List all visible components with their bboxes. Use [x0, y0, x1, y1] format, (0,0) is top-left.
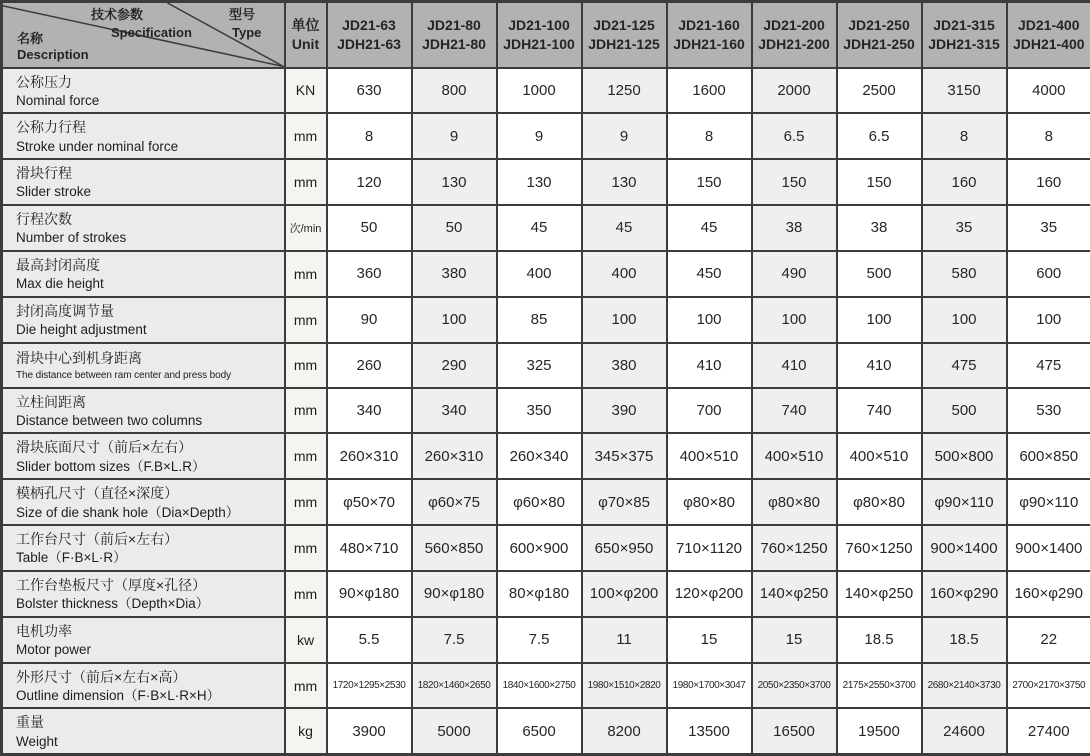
row-label: [2, 663, 285, 709]
value-cell: 3900: [327, 708, 412, 754]
row-label-en: Max die height: [16, 275, 280, 293]
row-label: [2, 159, 285, 205]
value-cell: 2700×2170×3750: [1007, 663, 1090, 709]
value-cell: 400×510: [837, 433, 922, 479]
description-label-zh: 名称: [17, 32, 43, 45]
value-cell: 100: [837, 297, 922, 343]
value-cell: 8: [667, 113, 752, 159]
value-cell: 1600: [667, 68, 752, 114]
value-cell: 410: [837, 343, 922, 388]
value-cell: φ70×85: [582, 479, 667, 525]
value-cell: 7.5: [412, 617, 497, 663]
value-cell: 500×800: [922, 433, 1007, 479]
value-cell: 80×φ180: [497, 571, 582, 617]
value-cell: 9: [497, 113, 582, 159]
model-name-jd: JD21-250: [838, 16, 921, 35]
table-row: [2, 388, 1090, 434]
row-label-zh: 重量: [16, 712, 280, 732]
model-name-jdh: JDH21-100: [498, 35, 581, 54]
unit-cell: mm: [285, 113, 327, 159]
value-cell: 400: [582, 251, 667, 297]
value-cell: 150: [752, 159, 837, 205]
row-label-zh: 模柄孔尺寸（直径×深度）: [16, 483, 280, 503]
value-cell: 340: [327, 388, 412, 434]
value-cell: 2680×2140×3730: [922, 663, 1007, 709]
model-header-cell: [837, 2, 922, 68]
value-cell: 760×1250: [837, 525, 922, 571]
value-cell: 90×φ180: [412, 571, 497, 617]
value-cell: 260×340: [497, 433, 582, 479]
value-cell: 400×510: [752, 433, 837, 479]
value-cell: 4000: [1007, 68, 1090, 114]
row-label-en: Slider bottom sizes（F.B×L.R）: [16, 458, 280, 476]
value-cell: 6.5: [752, 113, 837, 159]
model-name-jdh: JDH21-160: [668, 35, 751, 54]
value-cell: 85: [497, 297, 582, 343]
unit-cell: 次/min: [285, 205, 327, 251]
table-row: [2, 205, 1090, 251]
model-name-jdh: JDH21-250: [838, 35, 921, 54]
value-cell: 400×510: [667, 433, 752, 479]
row-label-en: Size of die shank hole（Dia×Depth）: [16, 504, 280, 522]
value-cell: 8: [922, 113, 1007, 159]
value-cell: 8: [1007, 113, 1090, 159]
value-cell: 1980×1700×3047: [667, 663, 752, 709]
value-cell: 100: [582, 297, 667, 343]
value-cell: 100: [752, 297, 837, 343]
model-name-jd: JD21-160: [668, 16, 751, 35]
value-cell: 260×310: [327, 433, 412, 479]
value-cell: 13500: [667, 708, 752, 754]
value-cell: 150: [667, 159, 752, 205]
value-cell: φ90×110: [1007, 479, 1090, 525]
row-label-en: Number of strokes: [16, 229, 280, 247]
value-cell: 5000: [412, 708, 497, 754]
value-cell: 700: [667, 388, 752, 434]
value-cell: 650×950: [582, 525, 667, 571]
value-cell: 740: [837, 388, 922, 434]
model-header-cell: [497, 2, 582, 68]
row-label-en: Die height adjustment: [16, 321, 280, 339]
value-cell: 100: [667, 297, 752, 343]
value-cell: 3150: [922, 68, 1007, 114]
unit-cell: mm: [285, 343, 327, 388]
table-row: [2, 525, 1090, 571]
unit-cell: mm: [285, 525, 327, 571]
value-cell: 100×φ200: [582, 571, 667, 617]
value-cell: φ80×80: [667, 479, 752, 525]
value-cell: 475: [922, 343, 1007, 388]
row-label: [2, 525, 285, 571]
table-row: [2, 68, 1090, 114]
model-header-cell: [667, 2, 752, 68]
value-cell: 18.5: [922, 617, 1007, 663]
row-label: [2, 617, 285, 663]
value-cell: 120: [327, 159, 412, 205]
value-cell: 18.5: [837, 617, 922, 663]
value-cell: 9: [582, 113, 667, 159]
value-cell: 500: [922, 388, 1007, 434]
table-row: [2, 617, 1090, 663]
row-label-en: Table（F·B×L·R）: [16, 549, 280, 567]
row-label: [2, 343, 285, 388]
value-cell: 380: [412, 251, 497, 297]
value-cell: 800: [412, 68, 497, 114]
value-cell: 160×φ290: [1007, 571, 1090, 617]
model-name-jd: JD21-63: [328, 16, 411, 35]
table-row: [2, 433, 1090, 479]
value-cell: 140×φ250: [837, 571, 922, 617]
row-label: [2, 113, 285, 159]
table-row: [2, 663, 1090, 709]
row-label: [2, 205, 285, 251]
row-label-zh: 滑块行程: [16, 163, 280, 183]
model-header-cell: [327, 2, 412, 68]
value-cell: 130: [497, 159, 582, 205]
row-label-en: Nominal force: [16, 92, 280, 110]
value-cell: 360: [327, 251, 412, 297]
unit-header-cell: [285, 2, 327, 68]
value-cell: 390: [582, 388, 667, 434]
value-cell: 24600: [922, 708, 1007, 754]
value-cell: 35: [1007, 205, 1090, 251]
value-cell: 900×1400: [922, 525, 1007, 571]
value-cell: 38: [752, 205, 837, 251]
value-cell: 150: [837, 159, 922, 205]
value-cell: 480×710: [327, 525, 412, 571]
row-label-en: Motor power: [16, 641, 280, 659]
value-cell: 100: [412, 297, 497, 343]
table-row: [2, 571, 1090, 617]
row-label-zh: 封闭高度调节量: [16, 301, 280, 321]
value-cell: 7.5: [497, 617, 582, 663]
table-row: [2, 251, 1090, 297]
value-cell: 1820×1460×2650: [412, 663, 497, 709]
row-label-en: Slider stroke: [16, 183, 280, 201]
row-label: [2, 297, 285, 343]
type-label-en: Type: [232, 26, 261, 39]
value-cell: 260×310: [412, 433, 497, 479]
model-name-jd: JD21-80: [413, 16, 496, 35]
value-cell: 530: [1007, 388, 1090, 434]
row-label-zh: 立柱间距离: [16, 392, 280, 412]
value-cell: 38: [837, 205, 922, 251]
value-cell: 500: [837, 251, 922, 297]
unit-cell: mm: [285, 571, 327, 617]
value-cell: 325: [497, 343, 582, 388]
value-cell: 1840×1600×2750: [497, 663, 582, 709]
value-cell: φ50×70: [327, 479, 412, 525]
value-cell: 6500: [497, 708, 582, 754]
row-label-zh: 公称力行程: [16, 117, 280, 137]
value-cell: 2500: [837, 68, 922, 114]
value-cell: 710×1120: [667, 525, 752, 571]
value-cell: 140×φ250: [752, 571, 837, 617]
value-cell: 5.5: [327, 617, 412, 663]
value-cell: 9: [412, 113, 497, 159]
value-cell: 410: [752, 343, 837, 388]
unit-cell: KN: [285, 68, 327, 114]
row-label-zh: 工作台垫板尺寸（厚度×孔径）: [16, 575, 280, 595]
model-name-jdh: JDH21-315: [923, 35, 1006, 54]
value-cell: 22: [1007, 617, 1090, 663]
value-cell: 760×1250: [752, 525, 837, 571]
value-cell: 2175×2550×3700: [837, 663, 922, 709]
value-cell: 100: [1007, 297, 1090, 343]
value-cell: 350: [497, 388, 582, 434]
value-cell: 45: [667, 205, 752, 251]
value-cell: 900×1400: [1007, 525, 1090, 571]
model-name-jd: JD21-100: [498, 16, 581, 35]
table-row: [2, 479, 1090, 525]
unit-cell: mm: [285, 663, 327, 709]
row-label-zh: 最高封闭高度: [16, 255, 280, 275]
value-cell: φ60×75: [412, 479, 497, 525]
value-cell: φ60×80: [497, 479, 582, 525]
corner-header-cell: [2, 2, 285, 68]
value-cell: 160: [922, 159, 1007, 205]
value-cell: 380: [582, 343, 667, 388]
value-cell: 600×850: [1007, 433, 1090, 479]
table-row: [2, 113, 1090, 159]
value-cell: 600×900: [497, 525, 582, 571]
value-cell: φ80×80: [837, 479, 922, 525]
value-cell: 450: [667, 251, 752, 297]
model-header-cell: [412, 2, 497, 68]
value-cell: 2000: [752, 68, 837, 114]
value-cell: 1720×1295×2530: [327, 663, 412, 709]
unit-cell: kg: [285, 708, 327, 754]
value-cell: 580: [922, 251, 1007, 297]
row-label: [2, 68, 285, 114]
unit-cell: mm: [285, 159, 327, 205]
value-cell: 345×375: [582, 433, 667, 479]
value-cell: 45: [582, 205, 667, 251]
value-cell: 27400: [1007, 708, 1090, 754]
value-cell: 160×φ290: [922, 571, 1007, 617]
row-label-en: Bolster thickness（Depth×Dia）: [16, 595, 280, 613]
value-cell: 630: [327, 68, 412, 114]
value-cell: 410: [667, 343, 752, 388]
table-row: [2, 297, 1090, 343]
value-cell: 50: [327, 205, 412, 251]
model-name-jd: JD21-125: [583, 16, 666, 35]
unit-cell: mm: [285, 388, 327, 434]
model-name-jd: JD21-400: [1008, 16, 1090, 35]
model-header-cell: [752, 2, 837, 68]
type-label-zh: 型号: [229, 8, 255, 21]
spec-label-zh: 技术参数: [91, 8, 143, 21]
row-label: [2, 708, 285, 754]
value-cell: 560×850: [412, 525, 497, 571]
value-cell: 11: [582, 617, 667, 663]
value-cell: φ80×80: [752, 479, 837, 525]
value-cell: 90: [327, 297, 412, 343]
value-cell: φ90×110: [922, 479, 1007, 525]
value-cell: 15: [667, 617, 752, 663]
unit-cell: mm: [285, 297, 327, 343]
value-cell: 100: [922, 297, 1007, 343]
model-header-cell: [582, 2, 667, 68]
row-label: [2, 388, 285, 434]
spec-label-en: Specification: [111, 26, 192, 39]
value-cell: 1250: [582, 68, 667, 114]
row-label: [2, 433, 285, 479]
row-label-en: Distance between two columns: [16, 412, 280, 430]
row-label-zh: 工作台尺寸（前后×左右）: [16, 529, 280, 549]
model-name-jdh: JDH21-400: [1008, 35, 1090, 54]
unit-cell: mm: [285, 251, 327, 297]
table-row: [2, 708, 1090, 754]
value-cell: 16500: [752, 708, 837, 754]
model-name-jd: JD21-200: [753, 16, 836, 35]
unit-cell: mm: [285, 479, 327, 525]
value-cell: 475: [1007, 343, 1090, 388]
value-cell: 2050×2350×3700: [752, 663, 837, 709]
row-label-zh: 滑块底面尺寸（前后×左右）: [16, 437, 280, 457]
model-name-jdh: JDH21-63: [328, 35, 411, 54]
value-cell: 45: [497, 205, 582, 251]
value-cell: 120×φ200: [667, 571, 752, 617]
row-label: [2, 571, 285, 617]
value-cell: 19500: [837, 708, 922, 754]
value-cell: 50: [412, 205, 497, 251]
value-cell: 400: [497, 251, 582, 297]
model-header-cell: [922, 2, 1007, 68]
header-row: [2, 2, 1090, 68]
row-label-zh: 行程次数: [16, 209, 280, 229]
value-cell: 35: [922, 205, 1007, 251]
value-cell: 130: [412, 159, 497, 205]
value-cell: 1000: [497, 68, 582, 114]
value-cell: 8200: [582, 708, 667, 754]
row-label-zh: 公称压力: [16, 72, 280, 92]
model-name-jdh: JDH21-80: [413, 35, 496, 54]
unit-label-en: Unit: [286, 35, 326, 54]
unit-cell: kw: [285, 617, 327, 663]
row-label-en: Outline dimension（F·B×L·R×H）: [16, 687, 280, 705]
model-header-cell: [1007, 2, 1090, 68]
row-label-en: Stroke under nominal force: [16, 138, 280, 156]
value-cell: 340: [412, 388, 497, 434]
row-label-zh: 外形尺寸（前后×左右×高）: [16, 667, 280, 687]
unit-label-zh: 单位: [286, 16, 326, 35]
model-name-jdh: JDH21-125: [583, 35, 666, 54]
row-label: [2, 251, 285, 297]
row-label-zh: 电机功率: [16, 621, 280, 641]
row-label-en: Weight: [16, 733, 280, 751]
row-label-en: The distance between ram center and press body: [16, 369, 280, 382]
value-cell: 260: [327, 343, 412, 388]
value-cell: 740: [752, 388, 837, 434]
description-label-en: Description: [17, 48, 89, 61]
table-row: [2, 159, 1090, 205]
value-cell: 15: [752, 617, 837, 663]
row-label-zh: 滑块中心到机身距离: [16, 348, 280, 368]
value-cell: 600: [1007, 251, 1090, 297]
value-cell: 130: [582, 159, 667, 205]
value-cell: 90×φ180: [327, 571, 412, 617]
model-name-jdh: JDH21-200: [753, 35, 836, 54]
model-name-jd: JD21-315: [923, 16, 1006, 35]
table-row: [2, 343, 1090, 388]
value-cell: 490: [752, 251, 837, 297]
row-label: [2, 479, 285, 525]
value-cell: 8: [327, 113, 412, 159]
value-cell: 1980×1510×2820: [582, 663, 667, 709]
value-cell: 160: [1007, 159, 1090, 205]
value-cell: 6.5: [837, 113, 922, 159]
unit-cell: mm: [285, 433, 327, 479]
value-cell: 290: [412, 343, 497, 388]
